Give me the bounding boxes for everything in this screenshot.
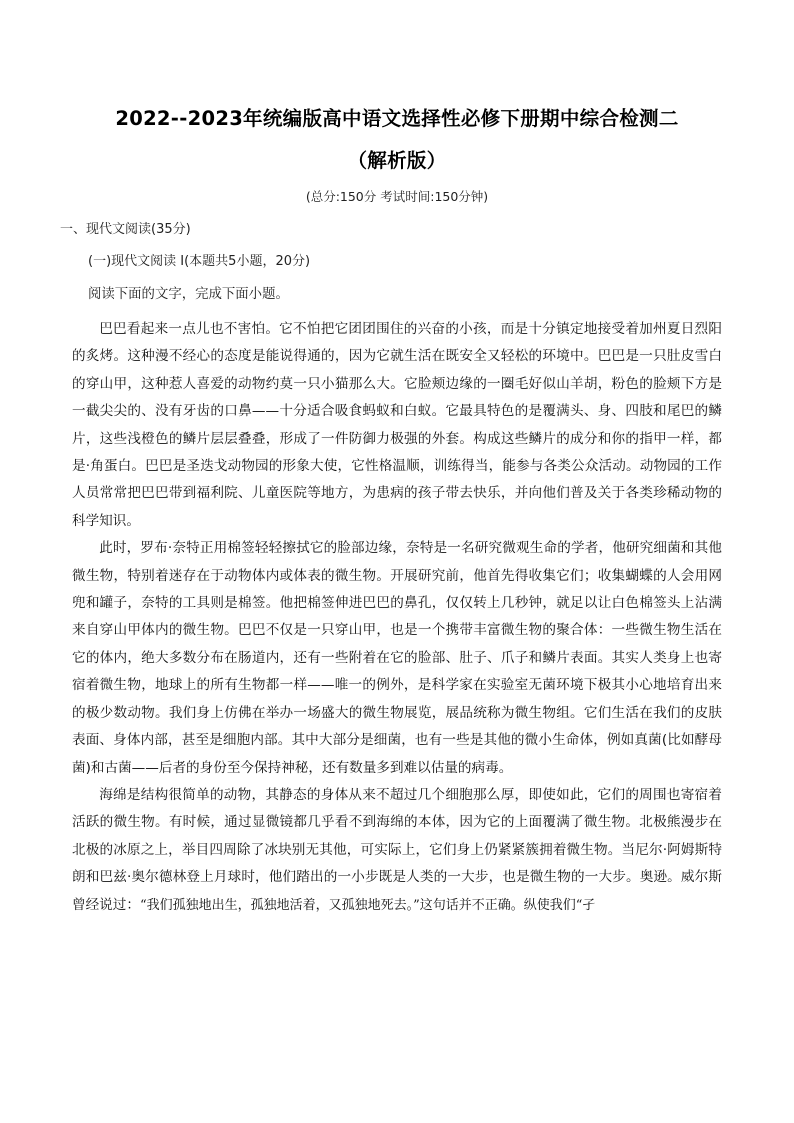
- document-title-line1: 2022--2023年统编版高中语文选择性必修下册期中综合检测二: [115, 107, 679, 130]
- passage-paragraph-3: [72, 782, 722, 919]
- document-title-line2: （解析版）: [347, 149, 447, 172]
- subsection-heading: (一)现代文阅读 I(本题共5小题，20分): [88, 254, 311, 269]
- reading-passage: [72, 316, 722, 919]
- passage-paragraph-2: 此时，罗布·奈特正用棉签轻轻擦拭它的脸部边缘，奈特是一名研究微观生命的学者，他研究细菌和其他微生物，特别着迷存在于动物体内或体表的微生物。开展研究前，他首先得收集它们；收集蝴蝶的人会用网兜和罐子，奈特的工具则是棉签。他把棉签伸进巴巴的鼻孔，仅仅转上几秒钟，就足以让白色棉签头上沾满来自穿山甲体内的微生物。巴巴不仅是一只穿山甲，也是一个携带丰富微生物的聚合体：一些微生物生活在它的体内，绝大多数分布在肠道内，还有一些附着在它的脸部、肚子、爪子和鳞片表面。其实人类身上也寄宿着微生物，地球上的所有生物都一样——唯一的例外，是科学家在实验室无菌环境下极其小心地培育出来的极少数动物。我们身上仿佛在举办一场盛大的微生物展览，展品统称为微生物组。它们生活在我们的皮肤表面、身体内部，甚至是细胞内部。其中大部分是细菌，也有一些是其他的微小生命体，例如真菌(比如酵母菌)和古菌——后者的身份至今保持神秘，还有数量多到难以估量的病毒。: [72, 540, 722, 776]
- passage-paragraph-1: 巴巴看起来一点儿也不害怕。它不怕把它团团围住的兴奋的小孩，而是十分镇定地接受着加州夏日烈阳的炙烤。这种漫不经心的态度是能说得通的，因为它就生活在既安全又轻松的环境中。巴巴是一只肚皮雪白的穿山甲，这种惹人喜爱的动物约莫一只小猫那么大。它脸颊边缘的一圈毛好似山羊胡，粉色的脸颊下方是一截尖尖的、没有牙齿的口鼻——十分适合吸食蚂蚁和白蚁。它最具特色的是覆满头、身、四肢和尾巴的鳞片，这些浅橙色的鳞片层层叠叠，形成了一件防御力极强的外套。构成这些鳞片的成分和你的指甲一样，都是·角蛋白。巴巴是圣迭戈动物园的形象大使，它性格温顺，训练得当，能参与各类公众活动。动物园的工作人员常常把巴巴带到福利院、儿童医院等地方，为患病的孩子带去快乐，并向他们普及关于各类珍稀动物的科学知识。: [72, 321, 722, 529]
- reading-instruction: 阅读下面的文字，完成下面小题。: [88, 287, 289, 302]
- exam-meta: (总分:150分 考试时间:150分钟): [305, 189, 489, 204]
- paragraph-3-text: 海绵是结构很简单的动物，其静态的身体从来不超过几个细胞那么厚，即使如此，它们的周围也寄宿着活跃的微生物。有时候，通过显微镜都几乎看不到海绵的本体，因为它的上面覆满了微生物。北极熊漫步在北极的冰原之上，举目四周除了冰块别无其他，可实际上，它们身上仍紧紧簇拥着微生物。当尼尔·阿姆斯特朗和巴兹·奥尔德林登上月球时，他们踏出的一小步既是人类的一大步，也是微生物的一大步。奥逊。威尔斯曾经说过：: [72, 786, 722, 913]
- paragraph-3-quote: “我们孤独地出生，孤独地活着，又孤独地死去。”这句话并不正确。纵使我们“孑: [139, 897, 596, 913]
- section-heading: 一、现代文阅读(35分): [60, 222, 191, 237]
